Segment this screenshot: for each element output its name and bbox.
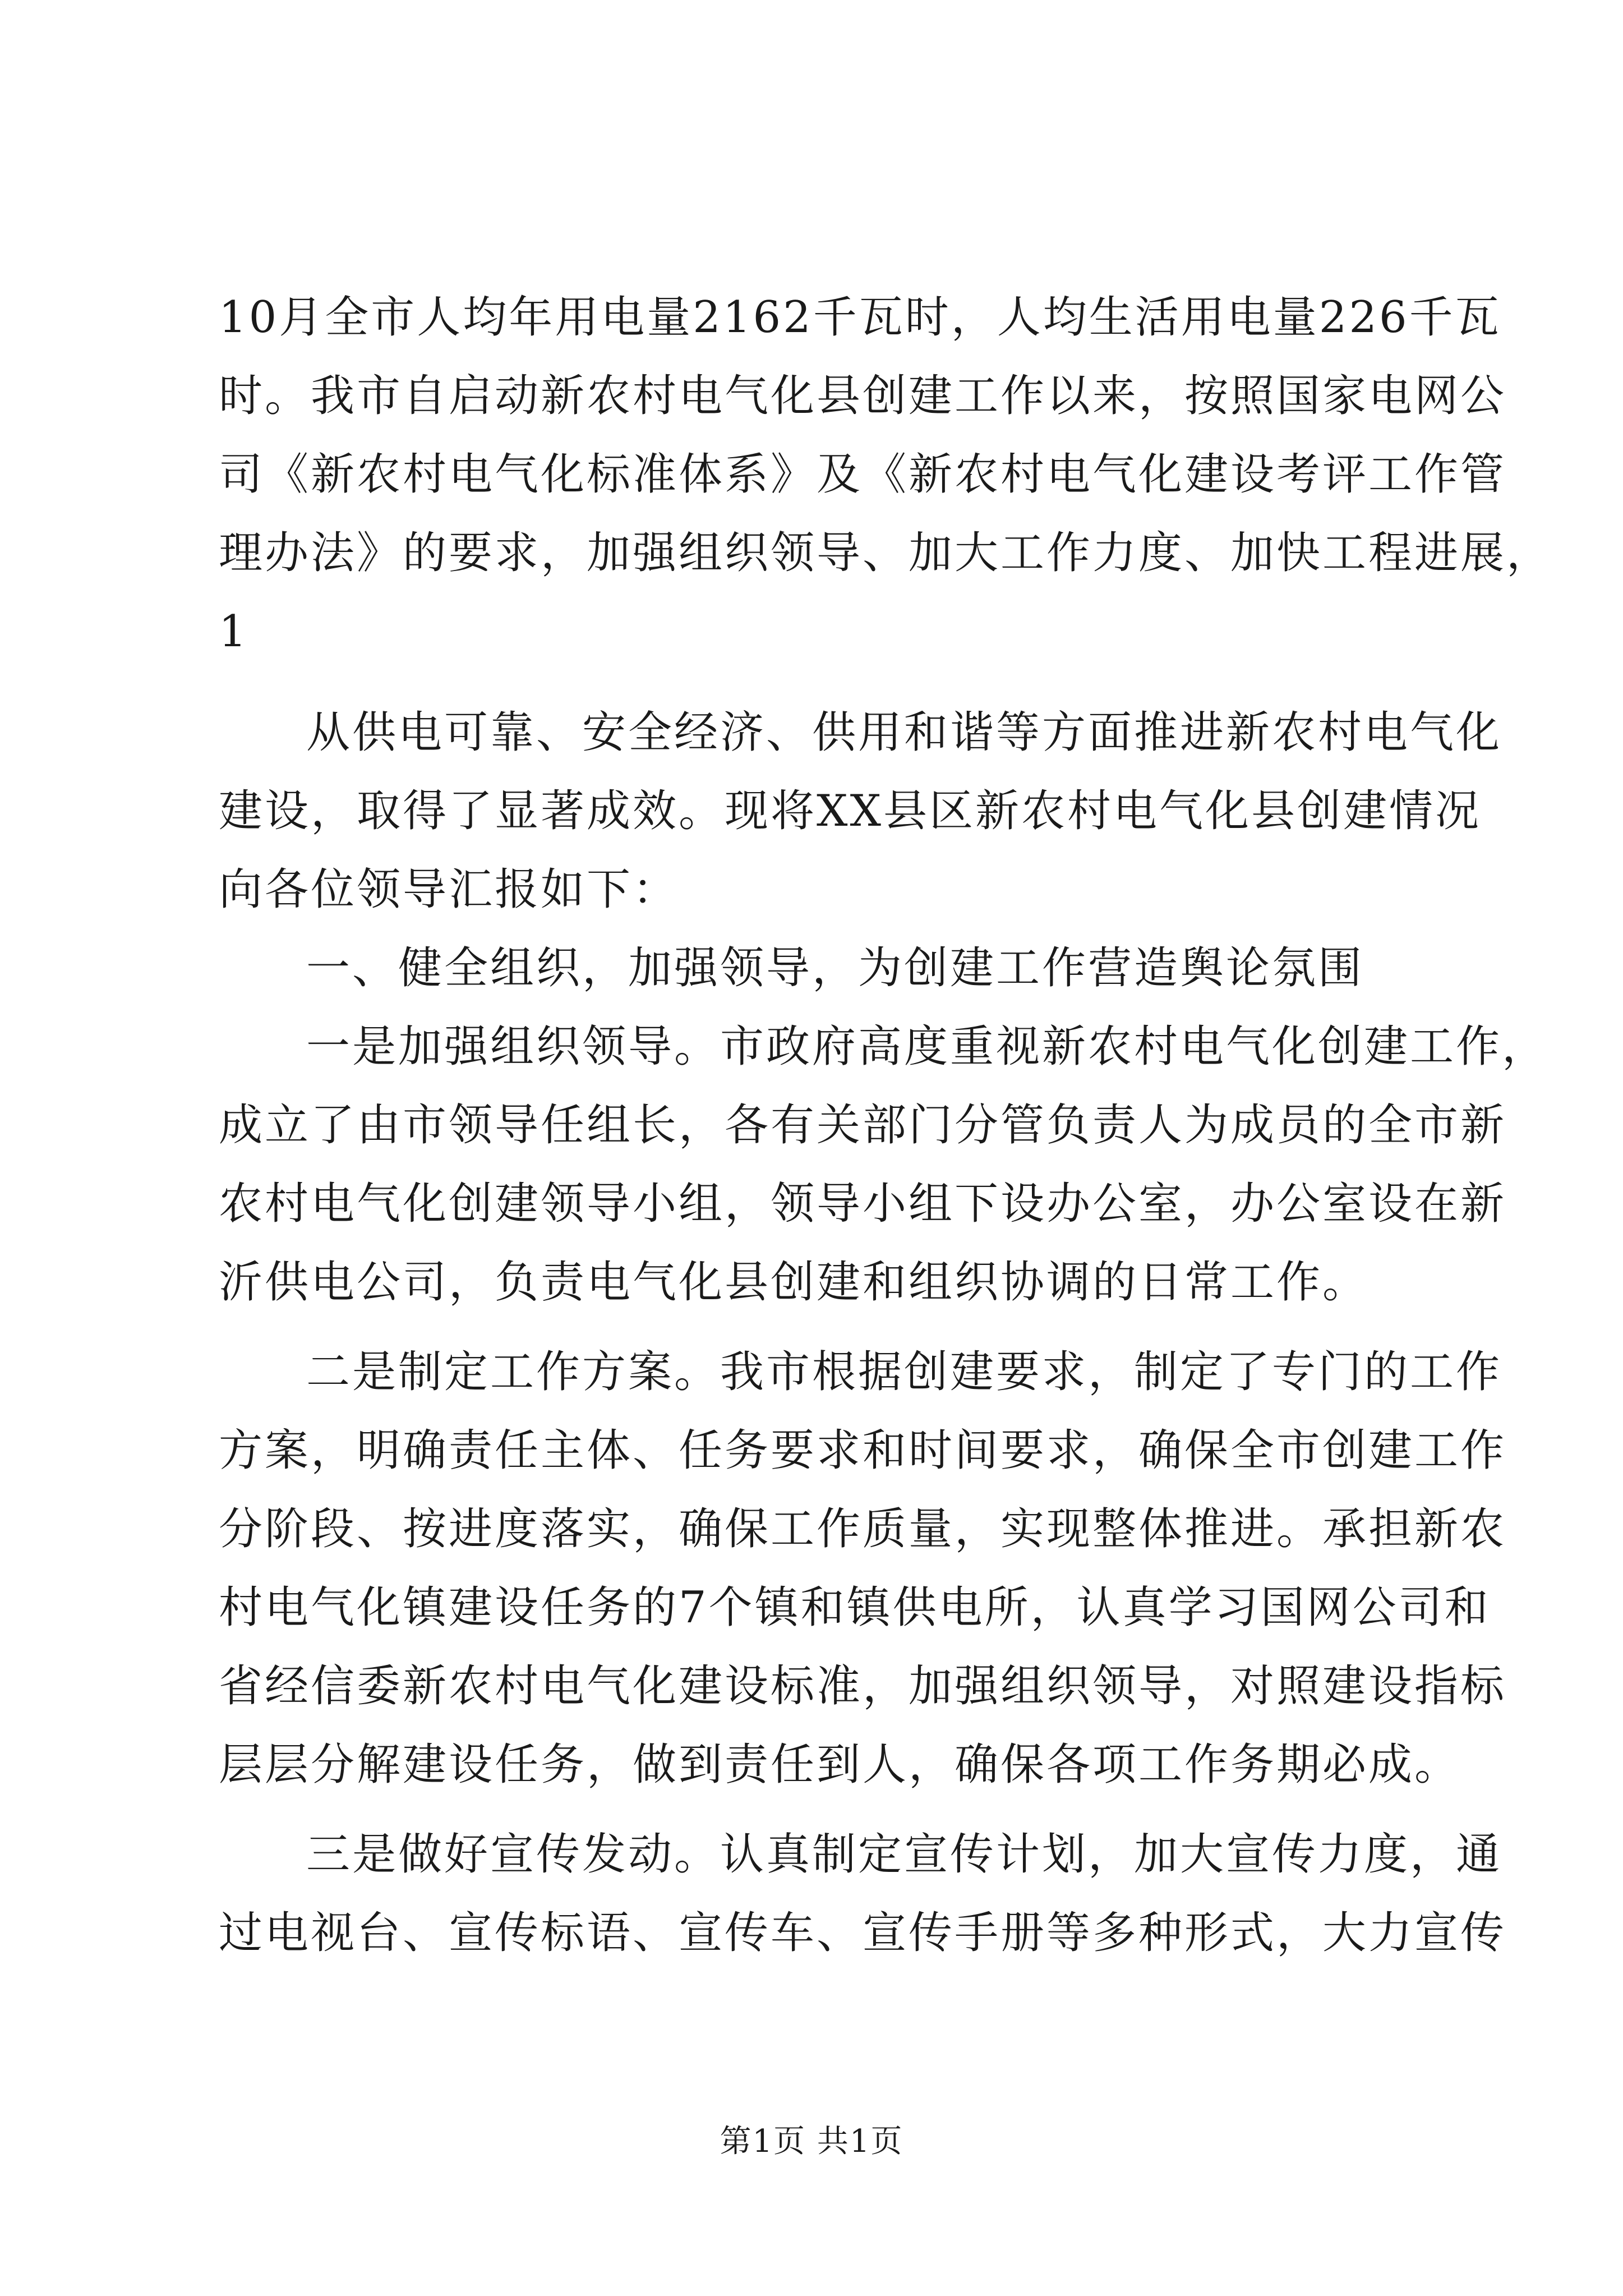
section-heading: 一、健全组织，加强领导，为创建工作营造舆论氛围 — [306, 943, 1364, 993]
text-line-16: 分阶段、按进度落实，确保工作质量，实现整体推进。承担新农 — [219, 1504, 1507, 1554]
text-line-2: 时。我市自启动新农村电气化县创建工作以来，按照国家电网公 — [219, 371, 1507, 421]
text-line-4: 理办法》的要求，加强组织领导、加大工作力度、加快工程进展， — [219, 528, 1553, 578]
text-line-13: 沂供电公司，负责电气化县创建和组织协调的日常工作。 — [219, 1257, 1369, 1308]
text-line-19: 层层分解建设任务，做到责任到人，确保各项工作务期必成。 — [219, 1740, 1461, 1790]
page-number-marker: 1 — [219, 606, 249, 657]
text-line-3: 司《新农村电气化标准体系》及《新农村电气化建设考评工作管 — [219, 449, 1507, 500]
text-line-17: 村电气化镇建设任务的7个镇和镇供电所，认真学习国网公司和 — [219, 1582, 1491, 1633]
text-line-15: 方案，明确责任主体、任务要求和时间要求，确保全市创建工作 — [219, 1425, 1507, 1476]
text-line-10: 一是加强组织领导。市政府高度重视新农村电气化创建工作， — [306, 1022, 1548, 1072]
text-line-20: 三是做好宣传发动。认真制定宣传计划，加大宣传力度，通 — [306, 1829, 1502, 1880]
text-line-14: 二是制定工作方案。我市根据创建要求，制定了专门的工作 — [306, 1347, 1502, 1397]
page-footer: 第1页 共1页 — [720, 2123, 903, 2160]
text-line-1: 10月全市人均年用电量2162千瓦时，人均生活用电量226千瓦 — [219, 292, 1501, 343]
text-line-12: 农村电气化创建领导小组，领导小组下设办公室，办公室设在新 — [219, 1179, 1507, 1229]
text-line-18: 省经信委新农村电气化建设标准，加强组织领导，对照建设指标 — [219, 1661, 1507, 1711]
text-line-8: 向各位领导汇报如下： — [219, 864, 679, 915]
text-line-21: 过电视台、宣传标语、宣传车、宣传手册等多种形式，大力宣传 — [219, 1908, 1507, 1958]
text-line-7: 建设，取得了显著成效。现将XX县区新农村电气化县创建情况 — [219, 786, 1482, 836]
text-line-11: 成立了由市领导任组长，各有关部门分管负责人为成员的全市新 — [219, 1100, 1507, 1151]
text-line-6: 从供电可靠、安全经济、供用和谐等方面推进新农村电气化 — [306, 707, 1502, 758]
